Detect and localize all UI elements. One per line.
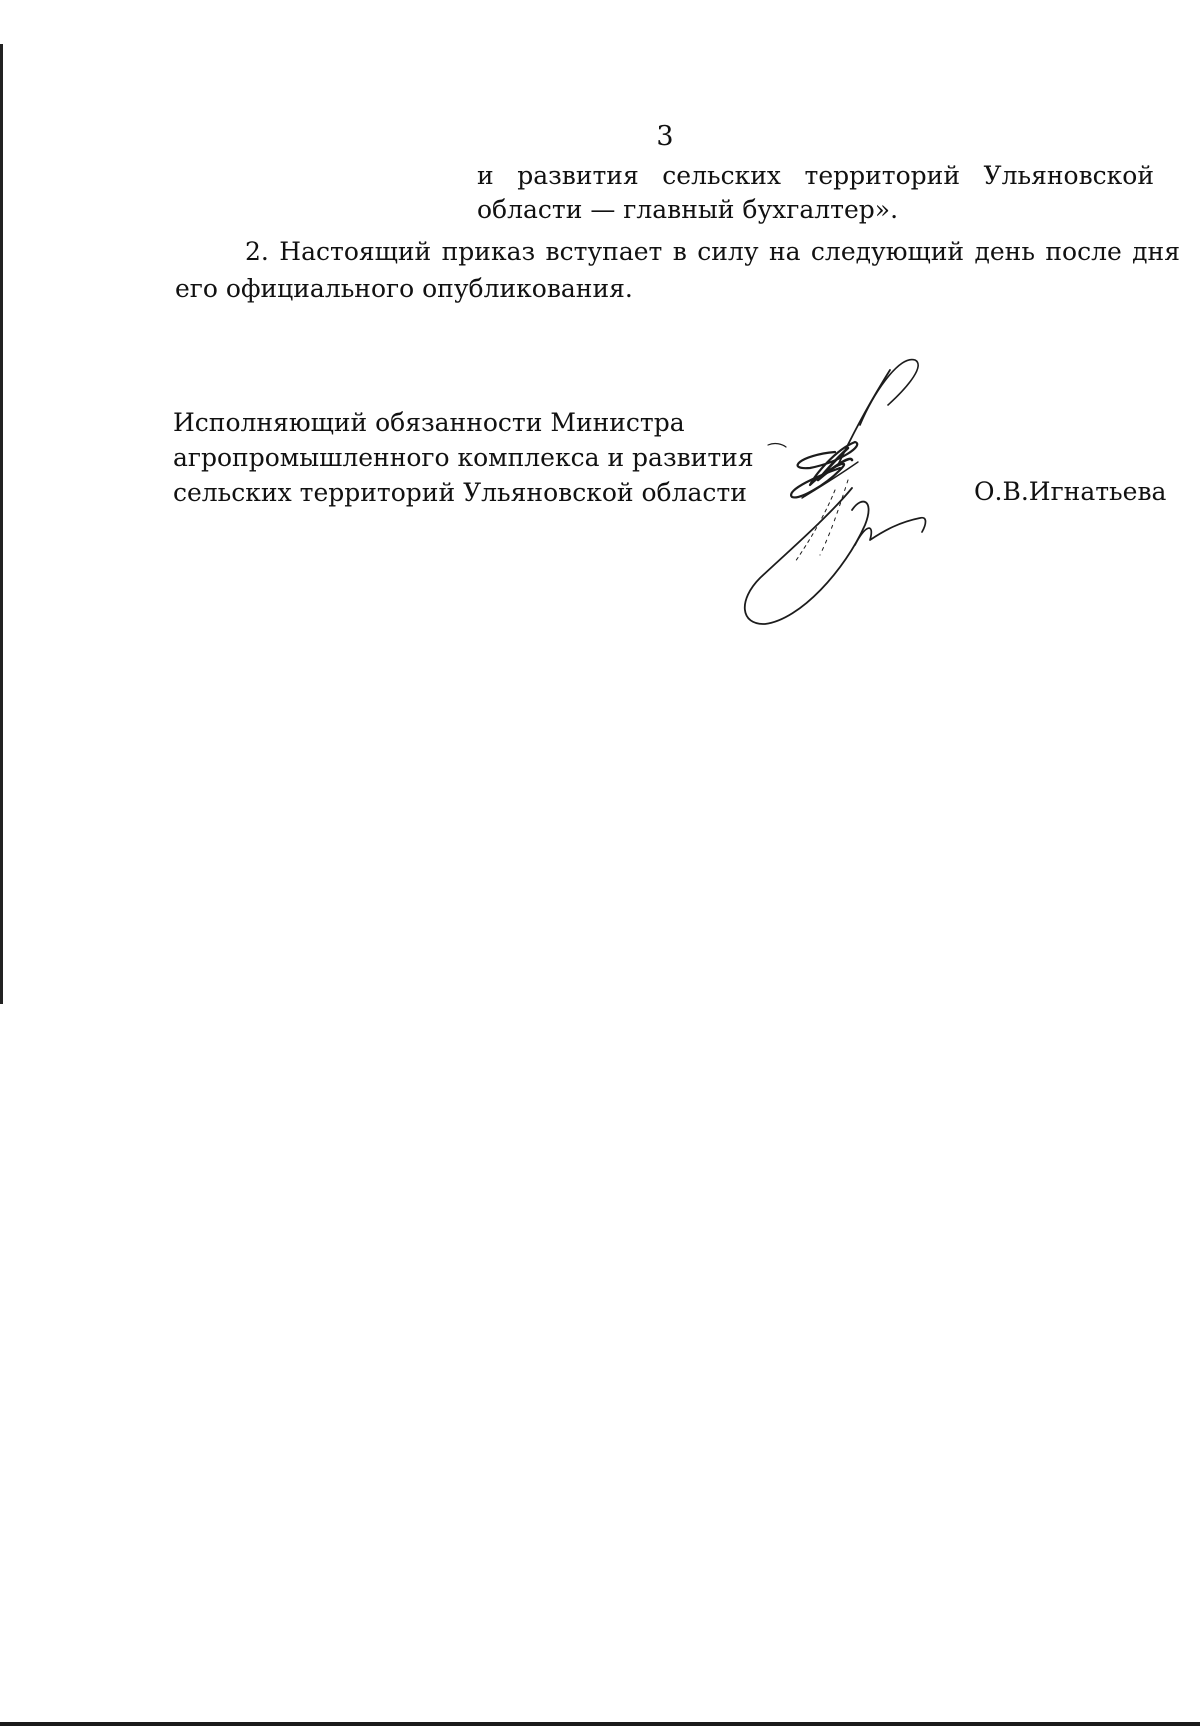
- signatory-title: [173, 405, 754, 510]
- paragraph-2-line-1: 2. Настоящий приказ вступает в силу на следующий день после дня: [245, 237, 1180, 266]
- scan-edge-bottom: [0, 1722, 1200, 1726]
- continuation-line-2: области — главный бухгалтер».: [477, 195, 899, 224]
- signatory-name: О.В.Игнатьева: [974, 477, 1167, 506]
- continuation-line-1: и развития сельских территорий Ульяновской: [477, 161, 1154, 190]
- signatory-title-line-2: агропромышленного комплекса и развития: [173, 443, 754, 472]
- signatory-title-line-1: Исполняющий обязанности Министра: [173, 408, 685, 437]
- handwritten-signature: [740, 350, 980, 640]
- scan-edge-left: [0, 44, 3, 1004]
- paragraph-2-line-2: его официального опубликования.: [175, 274, 633, 303]
- signatory-title-line-3: сельских территорий Ульяновской области: [173, 478, 747, 507]
- page-number: 3: [656, 121, 674, 152]
